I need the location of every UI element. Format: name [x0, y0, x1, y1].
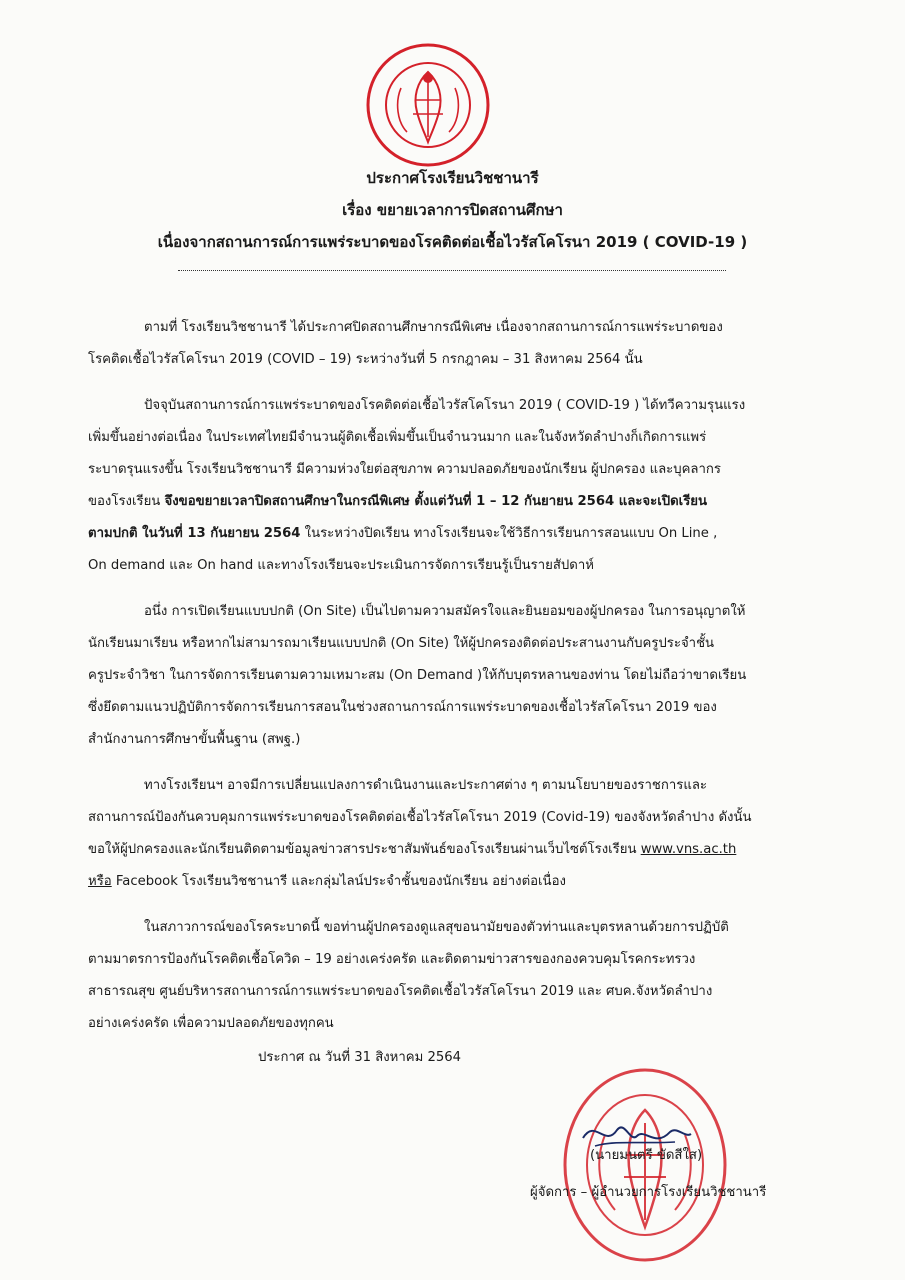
paragraph-4 — [88, 770, 828, 898]
p4-line-4-text: Facebook โรงเรียนวิชชานารี และกลุ่มไลน์ประจำชั้นของนักเรียน อย่างต่อเนื่อง — [111, 874, 566, 889]
school-stamp-bottom — [560, 1065, 730, 1265]
heading-line-3: เนื่องจากสถานการณ์การแพร่ระบาดของโรคติดต่อเชื้อไวรัสโคโรนา 2019 ( COVID-19 ) — [157, 233, 748, 251]
heading-line-2: เรื่อง ขยายเวลาการปิดสถานศึกษา — [342, 201, 563, 219]
p4-line-2: สถานการณ์ป้องกันควบคุมการแพร่ระบาดของโรคติดต่อเชื้อไวรัสโคโรนา 2019 (Covid-19) ของจังหวัดลำปาง ดังนั้น — [88, 810, 752, 825]
p2-line-3: ระบาดรุนแรงขึ้น โรงเรียนวิชชานารี มีความห่วงใยต่อสุขภาพ ความปลอดภัยของนักเรียน ผู้ปกครอง และบุคลากร — [88, 462, 721, 477]
p5-line-3: สาธารณสุข ศูนย์บริหารสถานการณ์การแพร่ระบาดของโรคติดเชื้อไวรัสโคโรนา 2019 และ ศบค.จังหวัดลำปาง — [88, 984, 713, 999]
paragraph-3 — [88, 596, 828, 756]
p5-line-1: ในสภาวการณ์ของโรคระบาดนี้ ขอท่านผู้ปกครองดูแลสุขอนามัยของตัวท่านและบุตรหลานด้วยการปฏิบัติ — [144, 920, 729, 935]
p2-line-4 — [88, 486, 828, 518]
p2-line-5-plain: ในระหว่างปิดเรียน ทางโรงเรียนจะใช้วิธีการเรียนการสอนแบบ On Line , — [300, 526, 718, 541]
announcement-heading — [60, 162, 845, 258]
p2-line-4-bold: จึงขอขยายเวลาปิดสถานศึกษาในกรณีพิเศษ ตั้งแต่วันที่ 1 – 12 กันยายน 2564 และจะเปิดเรียน — [164, 494, 708, 509]
p2-line-2: เพิ่มขึ้นอย่างต่อเนื่อง ในประเทศไทยมีจำนวนผู้ติดเชื้อเพิ่มขึ้นเป็นจำนวนมาก และในจังหวัดลำปางก็เกิดการแพร่ — [88, 430, 707, 445]
p5-line-4: อย่างเคร่งครัด เพื่อความปลอดภัยของทุกคน — [88, 1016, 334, 1031]
paragraph-1 — [88, 312, 828, 376]
p2-line-4-plain: ของโรงเรียน — [88, 494, 165, 509]
p3-line-2: นักเรียนมาเรียน หรือหากไม่สามารถมาเรียนแบบปกติ (On Site) ให้ผู้ปกครองติดต่อประสานงานกับครูประจำชั้น — [88, 636, 715, 651]
p3-line-1: อนึ่ง การเปิดเรียนแบบปกติ (On Site) เป็นไปตามความสมัครใจและยินยอมของผู้ปกครอง ในการอนุญาตให้ — [144, 604, 746, 619]
paragraph-2 — [88, 390, 828, 582]
signer-position: ผู้จัดการ – ผู้อำนวยการโรงเรียนวิชชานารี — [530, 1185, 767, 1200]
p3-line-3: ครูประจำวิชา ในการจัดการเรียนตามความเหมาะสม (On Demand )ให้กับบุตรหลานของท่าน โดยไม่ถือว่าขาดเรียน — [88, 668, 747, 683]
p3-line-5: สำนักงานการศึกษาขั้นพื้นฐาน (สพฐ.) — [88, 732, 301, 747]
p2-line-5 — [88, 518, 828, 550]
p2-line-5-bold: ตามปกติ ในวันที่ 13 กันยายน 2564 — [88, 526, 301, 541]
p4-line-3 — [88, 834, 828, 866]
p1-line-2: โรคติดเชื้อไวรัสโคโรนา 2019 (COVID – 19) ระหว่างวันที่ 5 กรกฎาคม – 31 สิงหาคม 2564 นั้น — [88, 352, 643, 367]
website-link[interactable]: www.vns.ac.th — [640, 842, 737, 857]
p4-line-1: ทางโรงเรียนฯ อาจมีการเปลี่ยนแปลงการดำเนินงานและประกาศต่าง ๆ ตามนโยบายของราชการและ — [144, 778, 707, 793]
p3-line-4: ซึ่งยึดตามแนวปฏิบัติการจัดการเรียนการสอนในช่วงสถานการณ์การแพร่ระบาดของเชื้อไวรัสโคโรนา 2019 ของ — [88, 700, 717, 715]
p4-line-3-text: ขอให้ผู้ปกครองและนักเรียนติดตามข้อมูลข่าวสารประชาสัมพันธ์ของโรงเรียนผ่านเว็บไซต์โรงเรียน — [88, 842, 641, 857]
p4-line-4 — [88, 866, 828, 898]
announcement-body — [88, 312, 828, 1054]
paragraph-5 — [88, 912, 828, 1040]
announcement-date: ประกาศ ณ วันที่ 31 สิงหาคม 2564 — [258, 1050, 462, 1065]
p1-line-1: ตามที่ โรงเรียนวิชชานารี ได้ประกาศปิดสถานศึกษากรณีพิเศษ เนื่องจากสถานการณ์การแพร่ระบาดของ — [144, 320, 723, 335]
heading-line-1: ประกาศโรงเรียนวิชชานารี — [366, 169, 539, 187]
p2-line-1: ปัจจุบันสถานการณ์การแพร่ระบาดของโรคติดต่อเชื้อไวรัสโคโรนา 2019 ( COVID-19 ) ได้ทวีความรุนแรง — [144, 398, 746, 413]
dotted-divider — [178, 270, 726, 271]
school-seal-top — [365, 42, 491, 168]
p4-or-underlined: หรือ — [88, 874, 112, 889]
p2-line-6: On demand และ On hand และทางโรงเรียนจะประเมินการจัดการเรียนรู้เป็นรายสัปดาห์ — [88, 558, 594, 573]
signer-name: (นายมนตรี ขัดสีใส) — [590, 1148, 703, 1163]
p5-line-2: ตามมาตรการป้องกันโรคติดเชื้อโควิด – 19 อย่างเคร่งครัด และติดตามข่าวสารของกองควบคุมโรคกระทรวง — [88, 952, 696, 967]
